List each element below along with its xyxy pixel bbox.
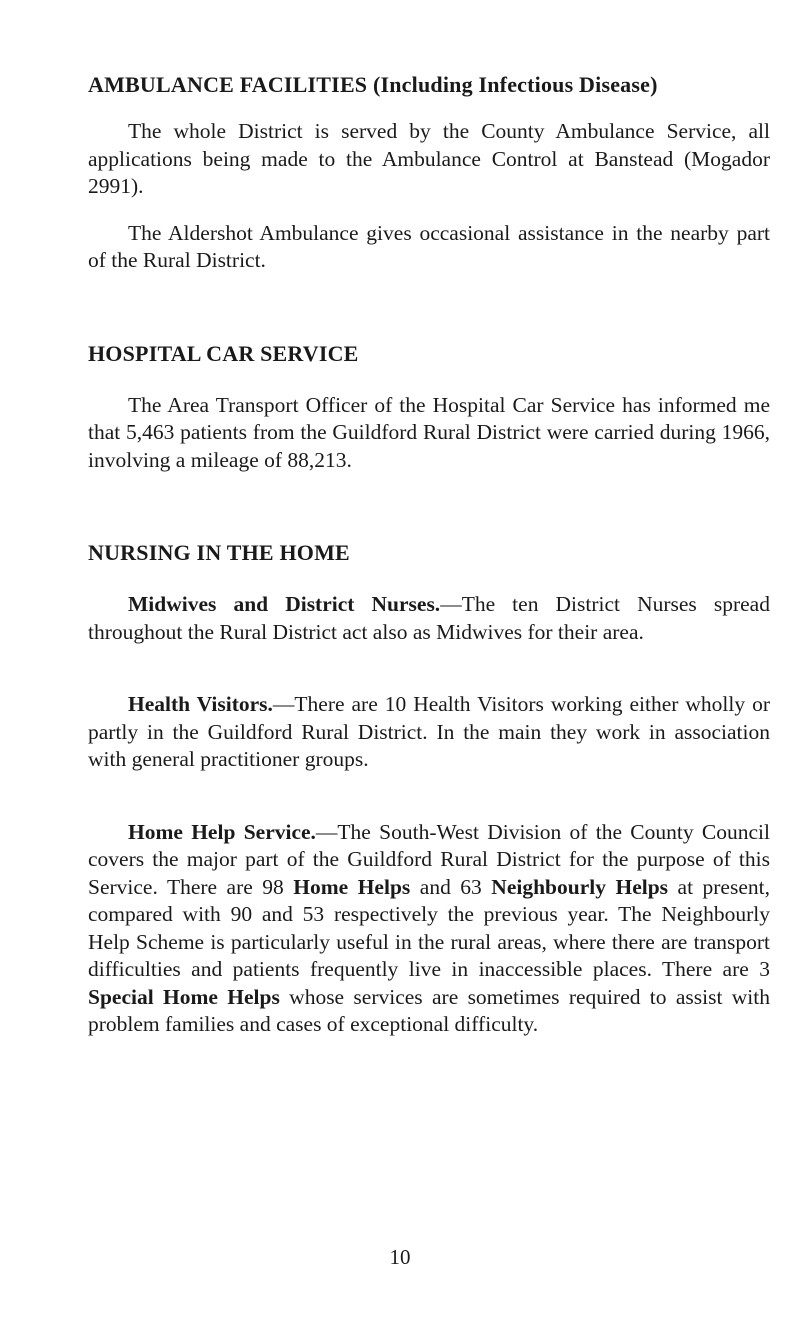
page-number: 10 (389, 1245, 411, 1269)
nursing-heading: NURSING IN THE HOME (88, 540, 350, 565)
midwives-paragraph (88, 591, 770, 646)
home-help-subheading: Home Help Service. (128, 819, 316, 844)
home-helps-term: Home Helps (293, 874, 411, 899)
health-visitors-subheading: Health Visitors. (128, 692, 273, 716)
home-help-text-3: at present, compared with 90 and 53 respectively the previous year. The Neighbourly Help Scheme is particularly useful in the rural areas, where there are transport difficulties and patients frequently live in inaccessible places. There are 3 (88, 874, 770, 981)
hospital-car-heading: HOSPITAL CAR SERVICE (88, 340, 359, 366)
home-help-text-1: —The South-West Division of the County Council covers the major part of the Guildford Rural District for the purpose of this Service. There are 98 (88, 819, 770, 899)
ambulance-paragraph-2: The Aldershot Ambulance gives occasional assistance in the nearby part of the Rural District. (88, 220, 770, 272)
ambulance-heading: AMBULANCE FACILITIES (Including Infectious Disease) (88, 72, 658, 97)
home-help-text-4: whose services are sometimes required to assist with problem families and cases of exceptional difficulty. (88, 984, 770, 1036)
hospital-car-paragraph: The Area Transport Officer of the Hospital Car Service has informed me that 5,463 patients from the Guildford Rural District were carried during 1966, involving a mileage of 88,213. (88, 392, 770, 472)
midwives-text: —The ten District Nurses spread throughout the Rural District act also as Midwives for their area. (88, 592, 770, 644)
home-help-paragraph (88, 819, 770, 1039)
neighbourly-helps-term: Neighbourly Helps (491, 874, 669, 899)
health-visitors-paragraph (88, 691, 770, 774)
hospital-car-section (88, 341, 770, 475)
document-page (88, 72, 770, 1039)
home-help-text-2: and 63 (410, 874, 492, 899)
health-visitors-text: —There are 10 Health Visitors working either wholly or partly in the Guildford Rural District. In the main they work in association with general practitioner groups. (88, 692, 770, 771)
ambulance-paragraph-1: The whole District is served by the County Ambulance Service, all applications being made to the Ambulance Control at Banstead (Mogador 2991). (88, 119, 770, 198)
ambulance-section (88, 72, 770, 275)
nursing-section (88, 540, 770, 1039)
midwives-subheading: Midwives and District Nurses. (128, 592, 441, 616)
special-home-helps-term: Special Home Helps (88, 984, 280, 1009)
